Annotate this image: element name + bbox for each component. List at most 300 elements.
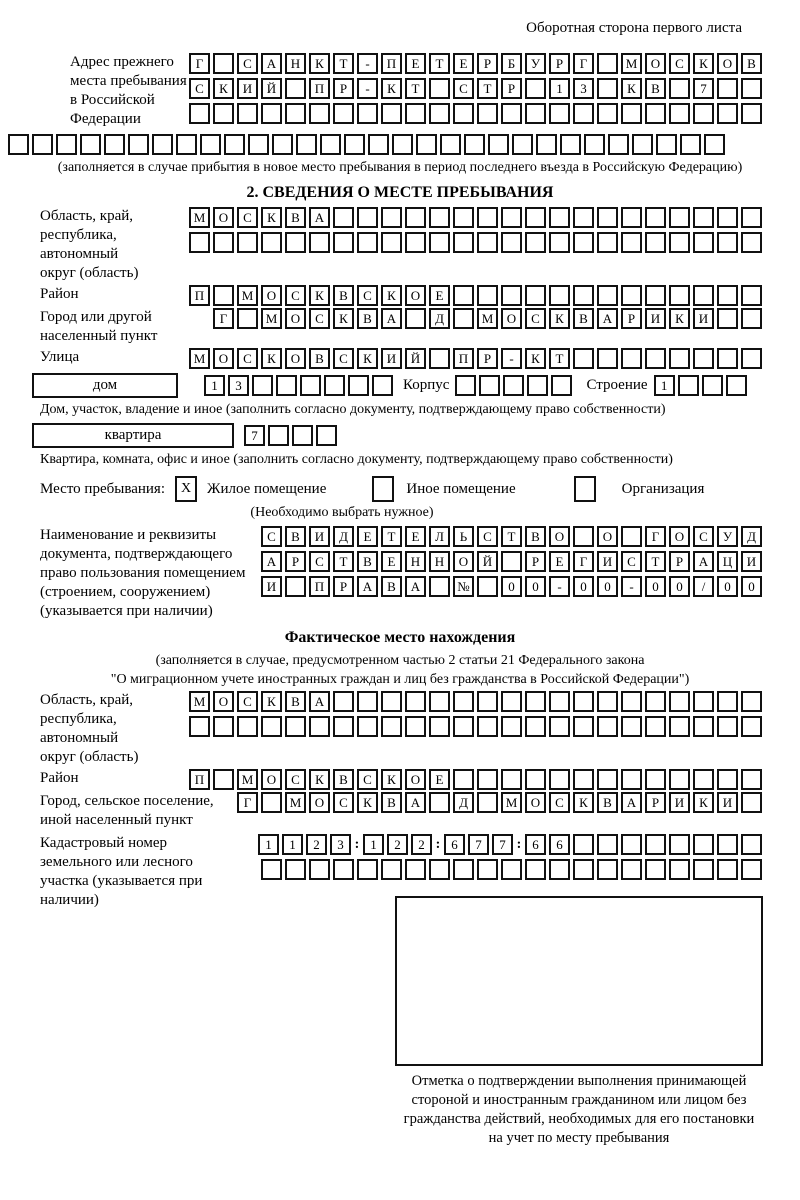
char-box[interactable]: С (525, 308, 546, 329)
char-box[interactable] (477, 691, 498, 712)
prev-address-row-3[interactable] (189, 103, 762, 124)
char-box[interactable] (477, 103, 498, 124)
char-box[interactable]: 1 (204, 375, 225, 396)
char-box[interactable] (189, 232, 210, 253)
raion-row[interactable] (189, 285, 762, 306)
char-box[interactable]: К (333, 308, 354, 329)
char-box[interactable] (597, 859, 618, 880)
char-box[interactable] (320, 134, 341, 155)
char-box[interactable] (416, 134, 437, 155)
char-box[interactable]: О (309, 792, 330, 813)
char-box[interactable] (560, 134, 581, 155)
char-box[interactable] (717, 834, 738, 855)
char-box[interactable] (488, 134, 509, 155)
char-box[interactable] (372, 375, 393, 396)
char-box[interactable] (741, 834, 762, 855)
char-box[interactable] (344, 134, 365, 155)
char-box[interactable] (381, 207, 402, 228)
char-box[interactable]: 1 (363, 834, 384, 855)
char-box[interactable] (285, 232, 306, 253)
char-box[interactable]: Р (525, 551, 546, 572)
char-box[interactable]: 0 (645, 576, 666, 597)
char-box[interactable] (573, 769, 594, 790)
char-box[interactable] (213, 103, 234, 124)
char-box[interactable] (501, 716, 522, 737)
char-box[interactable] (621, 691, 642, 712)
char-box[interactable]: К (381, 285, 402, 306)
kadastr-row-2[interactable] (261, 859, 762, 880)
char-box[interactable]: В (285, 526, 306, 547)
char-box[interactable]: Г (189, 53, 210, 74)
char-box[interactable] (645, 103, 666, 124)
char-box[interactable] (527, 375, 548, 396)
char-box[interactable]: / (693, 576, 714, 597)
char-box[interactable] (333, 859, 354, 880)
char-box[interactable] (477, 716, 498, 737)
char-box[interactable]: 0 (573, 576, 594, 597)
char-box[interactable]: О (285, 348, 306, 369)
char-box[interactable]: 2 (387, 834, 408, 855)
char-box[interactable] (621, 859, 642, 880)
char-box[interactable] (405, 103, 426, 124)
char-box[interactable]: К (693, 792, 714, 813)
char-box[interactable]: 0 (741, 576, 762, 597)
char-box[interactable]: 2 (411, 834, 432, 855)
prev-address-row-2[interactable] (189, 78, 762, 99)
char-box[interactable] (669, 834, 690, 855)
ulitsa-row[interactable] (189, 348, 762, 369)
char-box[interactable]: И (237, 78, 258, 99)
char-box[interactable]: Г (213, 308, 234, 329)
char-box[interactable]: Р (333, 78, 354, 99)
char-box[interactable]: Д (333, 526, 354, 547)
char-box[interactable] (669, 348, 690, 369)
char-box[interactable]: П (309, 576, 330, 597)
char-box[interactable]: И (717, 792, 738, 813)
char-box[interactable] (453, 207, 474, 228)
char-box[interactable]: 6 (549, 834, 570, 855)
char-box[interactable] (597, 691, 618, 712)
char-box[interactable] (429, 232, 450, 253)
char-box[interactable] (621, 834, 642, 855)
char-box[interactable]: - (501, 348, 522, 369)
char-box[interactable]: В (333, 285, 354, 306)
char-box[interactable]: 1 (654, 375, 675, 396)
char-box[interactable] (717, 716, 738, 737)
document-row-2[interactable] (261, 551, 762, 572)
char-box[interactable] (645, 691, 666, 712)
char-box[interactable]: О (549, 526, 570, 547)
char-box[interactable]: К (261, 691, 282, 712)
char-box[interactable]: Р (477, 348, 498, 369)
char-box[interactable] (453, 103, 474, 124)
char-box[interactable]: Т (549, 348, 570, 369)
char-box[interactable] (453, 859, 474, 880)
char-box[interactable] (261, 859, 282, 880)
char-box[interactable]: О (213, 348, 234, 369)
char-box[interactable]: М (501, 792, 522, 813)
char-box[interactable] (573, 834, 594, 855)
char-box[interactable]: М (189, 691, 210, 712)
char-box[interactable] (501, 232, 522, 253)
char-box[interactable] (551, 375, 572, 396)
char-box[interactable]: И (261, 576, 282, 597)
char-box[interactable]: Р (333, 576, 354, 597)
char-box[interactable]: В (333, 769, 354, 790)
char-box[interactable]: Г (645, 526, 666, 547)
char-box[interactable] (741, 285, 762, 306)
char-box[interactable]: 2 (306, 834, 327, 855)
char-box[interactable]: К (525, 348, 546, 369)
char-box[interactable] (189, 716, 210, 737)
char-box[interactable] (237, 716, 258, 737)
char-box[interactable] (717, 308, 738, 329)
char-box[interactable] (405, 859, 426, 880)
char-box[interactable]: Т (333, 551, 354, 572)
char-box[interactable]: А (693, 551, 714, 572)
kvartira-number-boxes[interactable] (244, 425, 337, 446)
char-box[interactable] (32, 134, 53, 155)
char-box[interactable]: В (573, 308, 594, 329)
char-box[interactable] (741, 859, 762, 880)
char-box[interactable]: 7 (492, 834, 513, 855)
char-box[interactable] (717, 207, 738, 228)
oblast-row-2[interactable] (189, 232, 762, 253)
char-box[interactable] (597, 232, 618, 253)
char-box[interactable] (717, 103, 738, 124)
char-box[interactable] (392, 134, 413, 155)
char-box[interactable]: С (549, 792, 570, 813)
char-box[interactable]: 6 (525, 834, 546, 855)
char-box[interactable] (292, 425, 313, 446)
char-box[interactable]: П (381, 53, 402, 74)
char-box[interactable] (693, 232, 714, 253)
char-box[interactable] (300, 375, 321, 396)
char-box[interactable]: О (669, 526, 690, 547)
char-box[interactable]: А (621, 792, 642, 813)
char-box[interactable]: А (357, 576, 378, 597)
char-box[interactable]: К (309, 769, 330, 790)
char-box[interactable]: М (237, 285, 258, 306)
char-box[interactable]: У (525, 53, 546, 74)
char-box[interactable]: С (285, 769, 306, 790)
char-box[interactable] (189, 103, 210, 124)
char-box[interactable] (324, 375, 345, 396)
char-box[interactable] (525, 285, 546, 306)
char-box[interactable] (597, 103, 618, 124)
char-box[interactable] (597, 285, 618, 306)
char-box[interactable] (368, 134, 389, 155)
char-box[interactable]: С (333, 348, 354, 369)
char-box[interactable]: О (597, 526, 618, 547)
inoe-checkbox[interactable] (372, 476, 394, 502)
char-box[interactable] (573, 716, 594, 737)
char-box[interactable] (717, 285, 738, 306)
char-box[interactable] (381, 859, 402, 880)
char-box[interactable]: П (453, 348, 474, 369)
char-box[interactable] (440, 134, 461, 155)
char-box[interactable] (693, 348, 714, 369)
char-box[interactable] (503, 375, 524, 396)
char-box[interactable] (152, 134, 173, 155)
char-box[interactable]: В (645, 78, 666, 99)
char-box[interactable]: М (189, 348, 210, 369)
char-box[interactable] (669, 716, 690, 737)
char-box[interactable] (285, 576, 306, 597)
char-box[interactable] (693, 859, 714, 880)
char-box[interactable] (573, 859, 594, 880)
char-box[interactable] (429, 348, 450, 369)
char-box[interactable] (525, 232, 546, 253)
char-box[interactable] (621, 769, 642, 790)
char-box[interactable]: 7 (244, 425, 265, 446)
char-box[interactable]: 0 (669, 576, 690, 597)
char-box[interactable]: 0 (717, 576, 738, 597)
char-box[interactable] (309, 716, 330, 737)
char-box[interactable]: 0 (501, 576, 522, 597)
char-box[interactable] (512, 134, 533, 155)
char-box[interactable]: И (597, 551, 618, 572)
char-box[interactable]: Е (405, 526, 426, 547)
char-box[interactable]: К (693, 53, 714, 74)
char-box[interactable] (464, 134, 485, 155)
char-box[interactable] (213, 285, 234, 306)
char-box[interactable]: Л (429, 526, 450, 547)
char-box[interactable] (741, 78, 762, 99)
char-box[interactable] (357, 103, 378, 124)
char-box[interactable] (693, 285, 714, 306)
fact-gorod-row[interactable] (237, 792, 762, 813)
char-box[interactable]: О (453, 551, 474, 572)
char-box[interactable]: С (285, 285, 306, 306)
char-box[interactable]: № (453, 576, 474, 597)
char-box[interactable]: Г (573, 53, 594, 74)
char-box[interactable]: Т (501, 526, 522, 547)
char-box[interactable] (645, 232, 666, 253)
char-box[interactable] (477, 285, 498, 306)
char-box[interactable] (285, 103, 306, 124)
char-box[interactable] (213, 716, 234, 737)
char-box[interactable]: В (741, 53, 762, 74)
char-box[interactable]: М (261, 308, 282, 329)
char-box[interactable] (693, 207, 714, 228)
char-box[interactable] (597, 348, 618, 369)
char-box[interactable] (645, 348, 666, 369)
char-box[interactable]: О (213, 691, 234, 712)
char-box[interactable] (429, 576, 450, 597)
char-box[interactable]: С (237, 53, 258, 74)
char-box[interactable] (573, 207, 594, 228)
fact-raion-row[interactable] (189, 769, 762, 790)
char-box[interactable]: Ь (453, 526, 474, 547)
char-box[interactable] (597, 53, 618, 74)
char-box[interactable] (573, 285, 594, 306)
char-box[interactable] (669, 207, 690, 228)
char-box[interactable] (693, 834, 714, 855)
char-box[interactable]: С (189, 78, 210, 99)
char-box[interactable] (453, 308, 474, 329)
char-box[interactable]: Й (477, 551, 498, 572)
oblast-row-1[interactable] (189, 207, 762, 228)
char-box[interactable]: И (309, 526, 330, 547)
char-box[interactable] (669, 859, 690, 880)
char-box[interactable]: М (477, 308, 498, 329)
char-box[interactable] (573, 232, 594, 253)
char-box[interactable] (80, 134, 101, 155)
char-box[interactable]: И (741, 551, 762, 572)
char-box[interactable] (741, 348, 762, 369)
char-box[interactable]: 7 (693, 78, 714, 99)
char-box[interactable] (501, 285, 522, 306)
char-box[interactable]: О (405, 769, 426, 790)
char-box[interactable]: К (381, 78, 402, 99)
char-box[interactable] (8, 134, 29, 155)
char-box[interactable]: И (693, 308, 714, 329)
char-box[interactable] (56, 134, 77, 155)
char-box[interactable]: 1 (258, 834, 279, 855)
char-box[interactable] (678, 375, 699, 396)
prev-address-row-1[interactable] (189, 53, 762, 74)
char-box[interactable]: Й (405, 348, 426, 369)
char-box[interactable]: С (237, 691, 258, 712)
char-box[interactable]: М (621, 53, 642, 74)
char-box[interactable]: 0 (525, 576, 546, 597)
char-box[interactable]: Н (405, 551, 426, 572)
char-box[interactable]: Е (405, 53, 426, 74)
char-box[interactable]: О (405, 285, 426, 306)
char-box[interactable] (726, 375, 747, 396)
char-box[interactable]: Е (429, 769, 450, 790)
char-box[interactable] (693, 716, 714, 737)
char-box[interactable] (501, 207, 522, 228)
char-box[interactable] (645, 207, 666, 228)
char-box[interactable] (645, 769, 666, 790)
char-box[interactable]: С (357, 285, 378, 306)
char-box[interactable]: Р (645, 792, 666, 813)
char-box[interactable] (333, 207, 354, 228)
korpus-boxes[interactable] (455, 375, 572, 396)
zhiloe-checkbox[interactable]: X (175, 476, 197, 502)
char-box[interactable]: Г (573, 551, 594, 572)
char-box[interactable] (741, 716, 762, 737)
char-box[interactable] (632, 134, 653, 155)
char-box[interactable] (477, 232, 498, 253)
char-box[interactable] (333, 103, 354, 124)
char-box[interactable]: К (573, 792, 594, 813)
char-box[interactable] (621, 285, 642, 306)
char-box[interactable]: О (261, 285, 282, 306)
char-box[interactable] (357, 859, 378, 880)
char-box[interactable] (525, 716, 546, 737)
char-box[interactable] (285, 78, 306, 99)
char-box[interactable] (405, 232, 426, 253)
char-box[interactable] (549, 285, 570, 306)
char-box[interactable] (104, 134, 125, 155)
char-box[interactable] (597, 834, 618, 855)
char-box[interactable]: Е (429, 285, 450, 306)
char-box[interactable]: 3 (573, 78, 594, 99)
char-box[interactable] (717, 691, 738, 712)
char-box[interactable] (501, 769, 522, 790)
char-box[interactable]: О (501, 308, 522, 329)
char-box[interactable] (704, 134, 725, 155)
document-row-1[interactable] (261, 526, 762, 547)
char-box[interactable] (268, 425, 289, 446)
char-box[interactable]: А (381, 308, 402, 329)
char-box[interactable] (348, 375, 369, 396)
char-box[interactable] (573, 691, 594, 712)
char-box[interactable] (621, 526, 642, 547)
char-box[interactable] (429, 691, 450, 712)
char-box[interactable] (357, 207, 378, 228)
document-row-3[interactable] (261, 576, 762, 597)
char-box[interactable]: Н (285, 53, 306, 74)
char-box[interactable] (285, 859, 306, 880)
char-box[interactable]: - (621, 576, 642, 597)
char-box[interactable] (645, 834, 666, 855)
char-box[interactable]: А (405, 576, 426, 597)
char-box[interactable] (693, 691, 714, 712)
char-box[interactable] (261, 792, 282, 813)
char-box[interactable]: Е (381, 551, 402, 572)
char-box[interactable] (477, 792, 498, 813)
char-box[interactable] (429, 716, 450, 737)
char-box[interactable] (549, 716, 570, 737)
char-box[interactable] (693, 769, 714, 790)
char-box[interactable]: О (645, 53, 666, 74)
char-box[interactable] (252, 375, 273, 396)
char-box[interactable]: В (309, 348, 330, 369)
char-box[interactable] (455, 375, 476, 396)
char-box[interactable]: С (237, 207, 258, 228)
char-box[interactable] (477, 859, 498, 880)
char-box[interactable] (381, 232, 402, 253)
char-box[interactable] (213, 53, 234, 74)
char-box[interactable]: А (405, 792, 426, 813)
char-box[interactable] (316, 425, 337, 446)
char-box[interactable] (584, 134, 605, 155)
char-box[interactable] (429, 78, 450, 99)
prev-address-row-4[interactable] (8, 134, 800, 155)
char-box[interactable] (717, 232, 738, 253)
char-box[interactable]: О (285, 308, 306, 329)
char-box[interactable] (501, 103, 522, 124)
char-box[interactable]: К (357, 348, 378, 369)
char-box[interactable] (261, 103, 282, 124)
char-box[interactable]: - (549, 576, 570, 597)
char-box[interactable] (645, 859, 666, 880)
char-box[interactable]: П (189, 285, 210, 306)
char-box[interactable] (680, 134, 701, 155)
char-box[interactable] (669, 285, 690, 306)
char-box[interactable]: К (213, 78, 234, 99)
char-box[interactable]: Т (429, 53, 450, 74)
char-box[interactable] (597, 207, 618, 228)
char-box[interactable] (525, 103, 546, 124)
char-box[interactable] (405, 207, 426, 228)
char-box[interactable] (224, 134, 245, 155)
char-box[interactable]: Д (741, 526, 762, 547)
fact-oblast-row-1[interactable] (189, 691, 762, 712)
char-box[interactable]: 1 (282, 834, 303, 855)
char-box[interactable] (333, 691, 354, 712)
char-box[interactable] (296, 134, 317, 155)
char-box[interactable]: С (693, 526, 714, 547)
char-box[interactable]: А (261, 53, 282, 74)
char-box[interactable]: К (357, 792, 378, 813)
char-box[interactable] (621, 207, 642, 228)
char-box[interactable] (597, 769, 618, 790)
